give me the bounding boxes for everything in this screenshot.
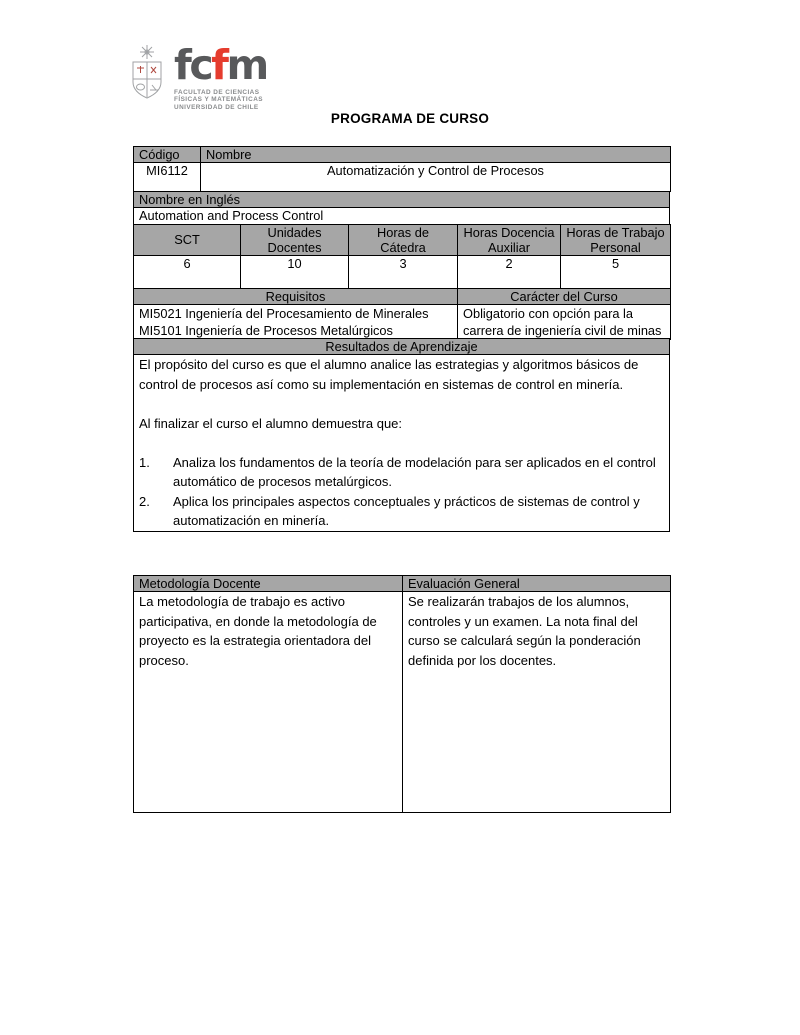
nombre-value-cell: Automatización y Control de Procesos [201, 163, 671, 192]
metodologia-body-cell: La metodología de trabajo es activo participativa, en donde la metodología de proyecto es la estrategia orientadora del proceso. [134, 592, 403, 813]
unidades-docentes-header-cell: Unidades Docentes [241, 225, 349, 256]
requisito-line-1: MI5021 Ingeniería del Procesamiento de Minerales [139, 305, 429, 321]
resultados-body-cell [134, 355, 670, 532]
resultado-item-1-text: Analiza los fundamentos de la teoría de modelación para ser aplicados en el control automático de procesos metalúrgicos. [173, 454, 656, 489]
horas-catedra-value-cell: 3 [349, 256, 458, 289]
resultados-subintro: Al finalizar el curso el alumno demuestra que: [139, 415, 403, 431]
requisitos-caracter-table [133, 288, 671, 340]
fcfm-wordmark: fcfm [174, 41, 267, 89]
horas-docencia-auxiliar-value-cell: 2 [458, 256, 561, 289]
faculty-name: FACULTAD DE CIENCIAS FÍSICAS Y MATEMÁTICAS UNIVERSIDAD DE CHILE [174, 89, 263, 111]
evaluacion-body-cell: Se realizarán trabajos de los alumnos, controles y un examen. La nota final del curso se calculará según la ponderación definida por los docentes. [403, 592, 671, 813]
resultado-item-1 [139, 453, 664, 492]
resultado-item-2 [139, 492, 664, 531]
metodologia-evaluacion-table [133, 575, 671, 813]
codigo-header-cell: Código [134, 147, 201, 163]
methodology-evaluation-table [133, 575, 670, 813]
caracter-header-cell: Carácter del Curso [458, 288, 671, 304]
horas-catedra-header-cell: Horas de Cátedra [349, 225, 458, 256]
nombre-ingles-table [133, 191, 670, 226]
nombre-ingles-header-cell: Nombre en Inglés [134, 191, 670, 207]
requisitos-value-cell [134, 304, 458, 339]
resultado-item-2-number: 2. [139, 493, 150, 509]
horas-docencia-auxiliar-header-cell: Horas Docencia Auxiliar [458, 225, 561, 256]
page-title: PROGRAMA DE CURSO [330, 111, 490, 126]
unidades-docentes-value-cell: 10 [241, 256, 349, 289]
course-info-table [133, 146, 670, 532]
resultado-item-2-text: Aplica los principales aspectos conceptuales y prácticos de sistemas de control y automatización en minería. [173, 493, 640, 528]
horas-trabajo-personal-value-cell: 5 [561, 256, 671, 289]
university-crest-icon [127, 44, 167, 102]
logo-text-block [174, 41, 267, 111]
codigo-value-cell: MI6112 [134, 163, 201, 192]
requisito-line-2: MI5101 Ingeniería de Procesos Metalúrgicos [139, 322, 393, 338]
nombre-ingles-value-cell: Automation and Process Control [134, 207, 670, 225]
nombre-header-cell: Nombre [201, 147, 671, 163]
horas-trabajo-personal-header-cell: Horas de Trabajo Personal [561, 225, 671, 256]
evaluacion-header-cell: Evaluación General [403, 576, 671, 592]
codigo-nombre-table [133, 146, 671, 192]
metodologia-header-cell: Metodología Docente [134, 576, 403, 592]
requisitos-header-cell: Requisitos [134, 288, 458, 304]
resultados-intro: El propósito del curso es que el alumno analice las estrategias y algoritmos básicos de control de procesos así como su implementación en sistemas de control en minería. [139, 357, 639, 392]
resultado-item-1-number: 1. [139, 454, 150, 470]
resultados-header-cell: Resultados de Aprendizaje [134, 339, 670, 355]
sct-value-cell: 6 [134, 256, 241, 289]
sct-header-cell: SCT [134, 225, 241, 256]
university-logo [127, 41, 267, 111]
credit-hours-table [133, 224, 671, 289]
resultados-table [133, 338, 670, 532]
caracter-value-cell: Obligatorio con opción para la carrera de ingeniería civil de minas [458, 304, 671, 339]
